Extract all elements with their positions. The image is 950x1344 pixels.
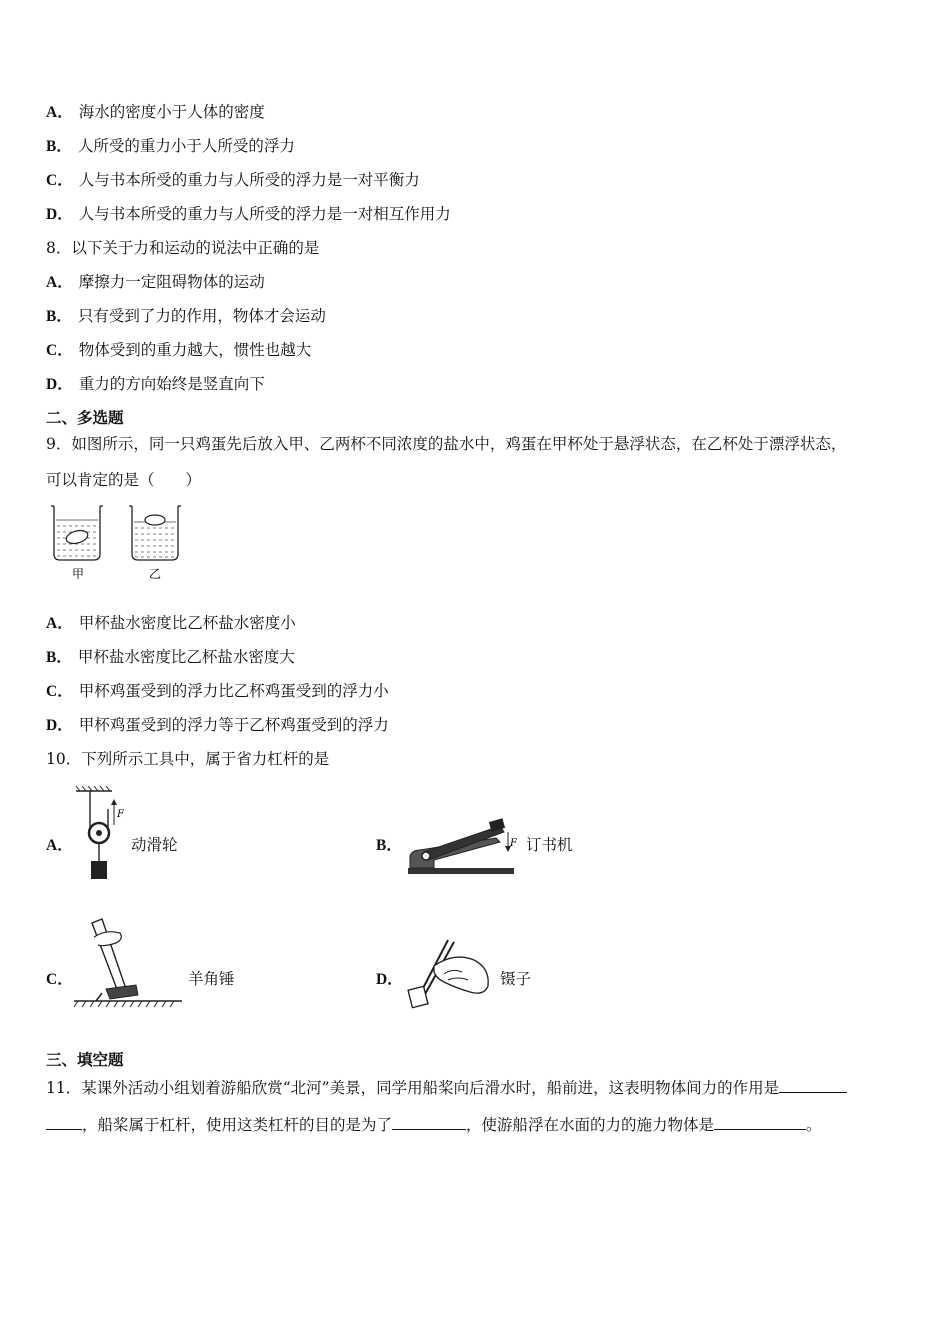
cup-label-jia: 甲: [72, 567, 85, 581]
q10-option-d-letter: D．: [376, 971, 403, 988]
q11-line1: [46, 1076, 847, 1098]
q11-line2: [46, 1113, 822, 1135]
q9-stem-line2: 可以肯定的是（ ）: [46, 471, 202, 489]
cup-label-yi: 乙: [149, 567, 162, 581]
claw-hammer-figure: [72, 915, 184, 1011]
q11-end: 。: [806, 1116, 822, 1134]
stapler-figure: [404, 810, 520, 882]
q10-option-c-letter: C．: [46, 971, 73, 988]
egg-jia: [65, 528, 89, 545]
q11-blank-3: [714, 1113, 806, 1130]
q9-option-a: A． 甲杯盐水密度比乙杯盐水密度小: [46, 614, 296, 632]
q7-option-b: B． 人所受的重力小于人所受的浮力: [46, 137, 295, 155]
beaker-jia: [51, 506, 103, 560]
q11-part1: 11．某课外活动小组划着游船欣赏“北河”美景，同学用船桨向后滑水时，船前进，这表明物体间力的作用是: [46, 1079, 780, 1097]
q7-option-c: C． 人与书本所受的重力与人所受的浮力是一对平衡力: [46, 171, 420, 189]
section-heading-fill-in: 三、填空题: [46, 1050, 124, 1069]
q9-beakers-figure: [46, 500, 196, 584]
q10-stem: 10．下列所示工具中，属于省力杠杆的是: [46, 750, 330, 768]
force-label-a: F: [117, 809, 124, 820]
section-heading-multiple-choice: 二、多选题: [46, 408, 124, 427]
q11-part3: ，使游船浮在水面的力的施力物体是: [466, 1116, 715, 1134]
q9-stem-line1: 9．如图所示，同一只鸡蛋先后放入甲、乙两杯不同浓度的盐水中，鸡蛋在甲杯处于悬浮状态，在乙杯处于漂浮状态，: [46, 435, 847, 453]
movable-pulley-figure: [72, 785, 128, 885]
q10-option-c-text: 羊角锤: [188, 970, 235, 988]
q8-option-c: C． 物体受到的重力越大，惯性也越大: [46, 341, 312, 359]
force-label-b: F: [510, 838, 517, 849]
q7-option-d: D． 人与书本所受的重力与人所受的浮力是一对相互作用力: [46, 205, 451, 223]
q8-option-d: D． 重力的方向始终是竖直向下: [46, 375, 265, 393]
q8-option-a: A． 摩擦力一定阻碍物体的运动: [46, 273, 265, 291]
q9-option-b: B． 甲杯盐水密度比乙杯盐水密度大: [46, 648, 295, 666]
q11-blank-1a: [779, 1076, 847, 1093]
q8-stem: 8．以下关于力和运动的说法中正确的是: [46, 239, 320, 257]
q10-option-b-letter: B．: [376, 837, 402, 854]
q10-option-a-text: 动滑轮: [131, 836, 178, 854]
beaker-yi: [129, 506, 181, 560]
egg-yi: [145, 515, 165, 525]
tweezers-figure: [404, 934, 496, 1018]
q10-option-d-text: 镊子: [500, 970, 532, 988]
q11-blank-1b: [46, 1113, 82, 1130]
q10-option-a-letter: A．: [46, 837, 73, 854]
q11-part2: ，船桨属于杠杆，使用这类杠杆的目的是为了: [82, 1116, 393, 1134]
q9-option-c: C． 甲杯鸡蛋受到的浮力比乙杯鸡蛋受到的浮力小: [46, 682, 389, 700]
q11-blank-2: [392, 1113, 466, 1130]
q7-option-a: A． 海水的密度小于人体的密度: [46, 103, 265, 121]
q9-option-d: D． 甲杯鸡蛋受到的浮力等于乙杯鸡蛋受到的浮力: [46, 716, 389, 734]
q10-option-b-text: 订书机: [526, 836, 573, 854]
q8-option-b: B． 只有受到了力的作用，物体才会运动: [46, 307, 326, 325]
